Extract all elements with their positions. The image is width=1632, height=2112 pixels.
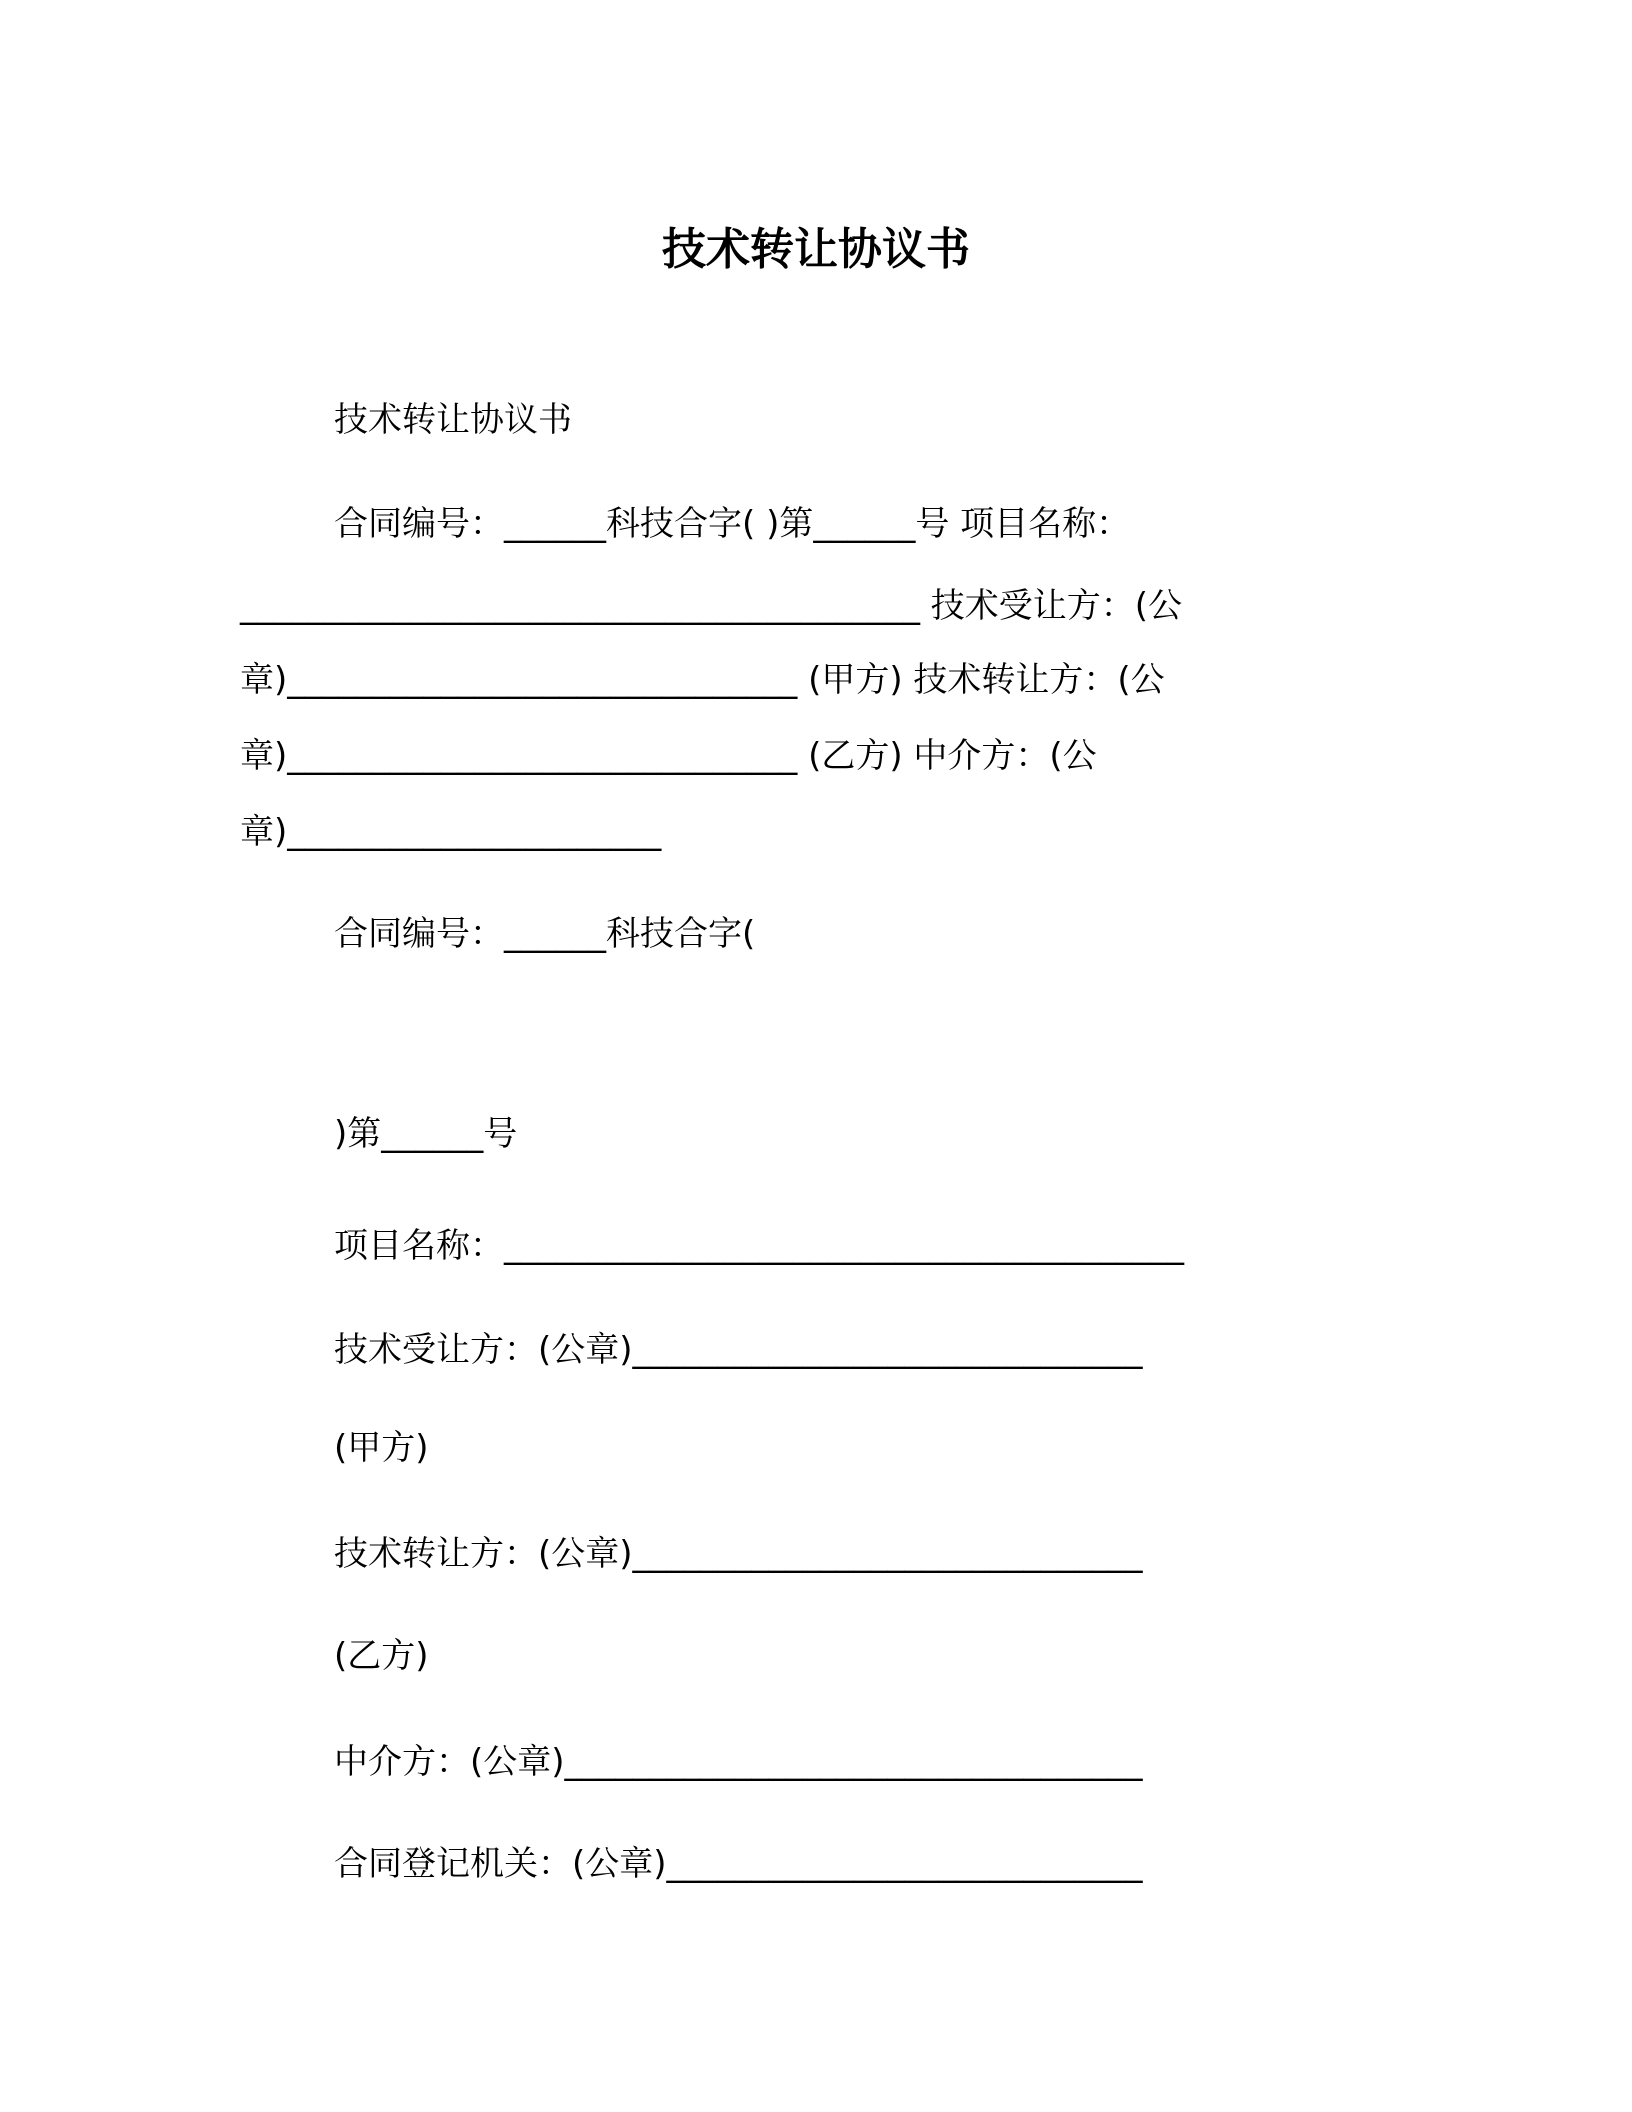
transferee-field: 技术受让方：(公章)______________________________	[334, 1330, 1143, 1370]
party-b-continuation-line: 章)______________________________ (乙方) 中介方：(公	[240, 736, 1097, 776]
party-a-continuation-line: 章)______________________________ (甲方) 技术转让方：(公	[240, 660, 1165, 700]
party-b-label: (乙方)	[334, 1636, 429, 1676]
project-name-field: 项目名称：________________________________________	[334, 1226, 1184, 1266]
project-name-continuation-line: ________________________________________ 技术受让方：(公	[240, 586, 1183, 626]
registration-authority-field: 合同登记机关：(公章)____________________________	[334, 1844, 1143, 1884]
intermediary-field: 中介方：(公章)__________________________________	[334, 1742, 1143, 1782]
contract-number-line-2: 合同编号：______科技合字(	[334, 914, 756, 954]
intermediary-continuation-line: 章)______________________	[240, 812, 662, 852]
transferor-field: 技术转让方：(公章)______________________________	[334, 1534, 1143, 1574]
document-title: 技术转让协议书	[662, 224, 970, 275]
contract-number-line: 合同编号：______科技合字( )第______号 项目名称：	[334, 504, 1131, 544]
contract-number-suffix-line: )第______号	[334, 1114, 518, 1154]
subtitle-line: 技术转让协议书	[334, 400, 572, 440]
party-a-label: (甲方)	[334, 1428, 429, 1468]
